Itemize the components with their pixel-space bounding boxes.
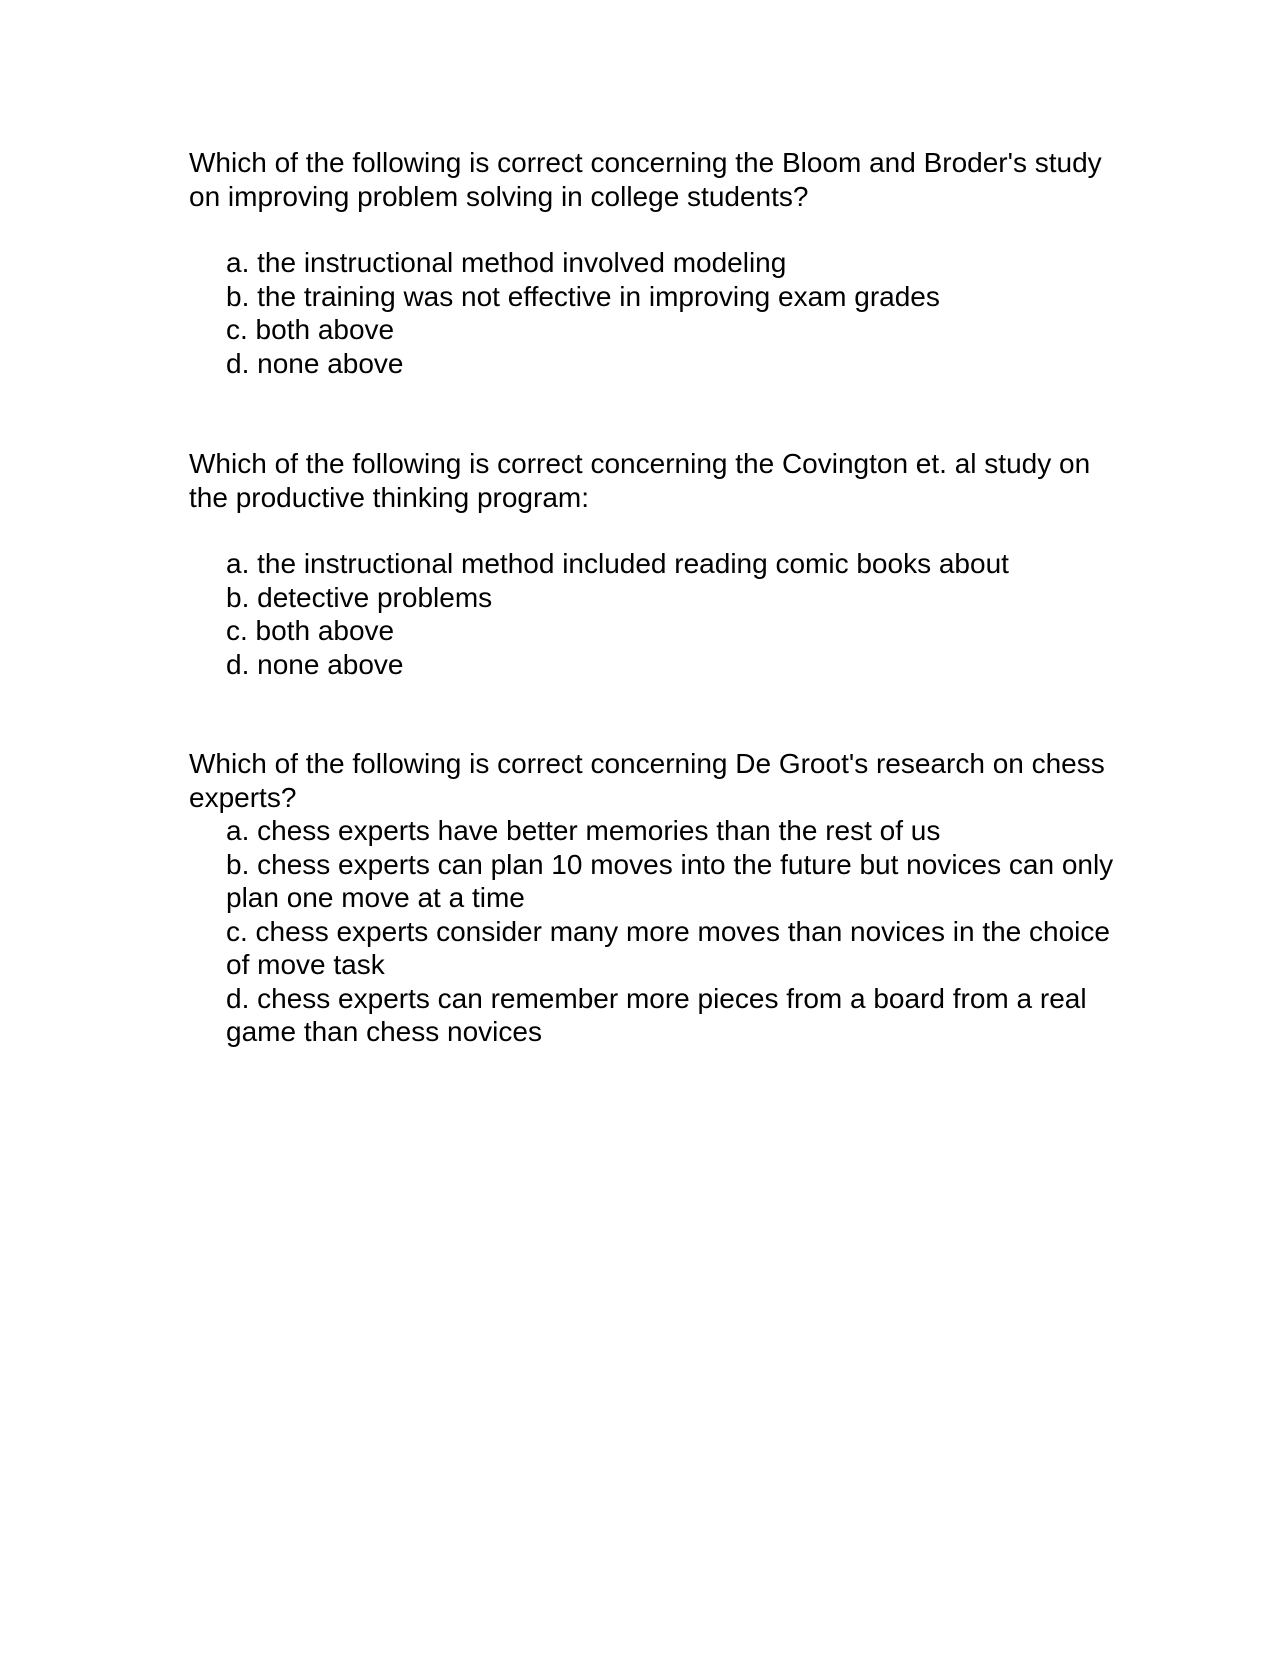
- question-2: [189, 447, 1129, 681]
- question-2-prompt: Which of the following is correct concerning the Covington et. al study on the productive thinking program:: [189, 448, 1091, 513]
- question-1-prompt: Which of the following is correct concerning the Bloom and Broder's study on improving problem solving in college students?: [189, 147, 1102, 212]
- question-3-option-a: a. chess experts have better memories than the rest of us: [226, 815, 941, 846]
- question-3-option-b: b. chess experts can plan 10 moves into the future but novices can only plan one move at a time: [226, 848, 1114, 913]
- question-2-option-c: c. both above: [226, 615, 395, 646]
- question-2-option-a: a. the instructional method included reading comic books about: [226, 548, 1009, 579]
- question-2-option-b: b. detective problems: [226, 581, 493, 613]
- question-2-options: [189, 547, 1129, 681]
- question-1-option-b: b. the training was not effective in improving exam grades: [226, 280, 940, 312]
- question-1-options: [189, 246, 1129, 380]
- question-3-option-d: d. chess experts can remember more pieces from a board from a real game than chess novices: [226, 982, 1087, 1047]
- question-3-option-c: c. chess experts consider many more moves than novices in the choice of move task: [226, 915, 1110, 980]
- question-1-option-d: d. none above: [226, 347, 404, 379]
- question-1-option-a: a. the instructional method involved modeling: [226, 247, 787, 278]
- question-3-options: [189, 814, 1129, 1049]
- question-3: [189, 747, 1129, 1049]
- question-1-option-c: c. both above: [226, 314, 395, 345]
- question-2-option-d: d. none above: [226, 648, 404, 680]
- document-content: [189, 146, 1129, 1049]
- question-1: [189, 146, 1129, 380]
- question-3-prompt: Which of the following is correct concerning De Groot's research on chess experts?: [189, 748, 1105, 813]
